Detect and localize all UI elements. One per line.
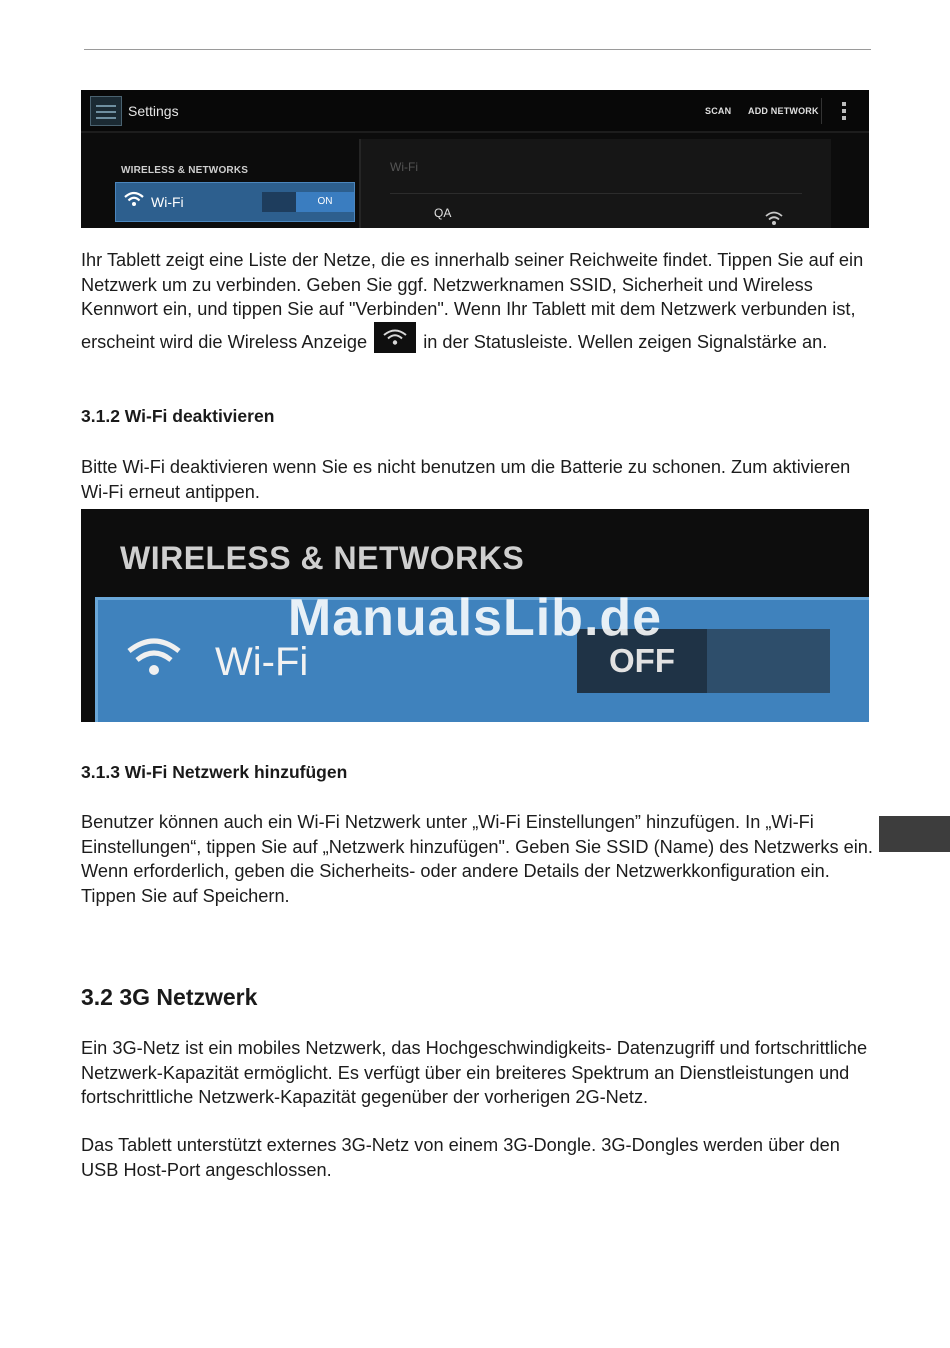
header-rule [84,49,871,50]
chapter-tab [879,816,950,852]
heading-wifi-add: 3.1.3 Wi-Fi Netzwerk hinzufügen [81,762,348,782]
section-header: WIRELESS & NETWORKS [121,165,249,176]
action-bar [81,90,869,133]
wifi-status-icon [374,322,416,353]
paragraph-3g-intro: Ein 3G-Netz ist ein mobiles Netzwerk, das Hochgeschwindigkeits- Datenzugriff und fortschrittliche Netzwerk-Kapazität ermöglicht. Es verfügt über ein breiteres Spektrum an Dienstleistungen und fortschrittliche Netzwerk-Kapazität gegenüber der vorherigen 2G-Netz. [81,1038,868,1107]
pane-header: Wi-Fi [390,160,418,174]
overflow-menu-icon[interactable] [842,102,846,123]
wifi-setting-row[interactable] [115,182,355,222]
add-network-button[interactable]: ADD NETWORK [748,106,819,116]
toggle-off-label: OFF [577,629,707,693]
settings-icon [90,96,122,126]
heading-3g: 3.2 3G Netzwerk [81,984,258,1010]
paragraph-network-list: Ihr Tablett zeigt eine Liste der Netze, die es innerhalb seiner Reichweite findet. Tippen Sie auf ein Netzwerk um zu verbinden. Geben Sie ggf. Netzwerknamen SSID, Sicherheit und Wireless Kennwort ein, und tippen Sie auf "Verbinden". Wenn Ihr Tablett mit dem Netzwerk verbunden ist, erscheint wird die Wireless Anzeige in der Statusleiste. Wellen zeigen Signalstärke an. [81,250,864,352]
paragraph-wifi-add: Benutzer können auch ein Wi-Fi Netzwerk unter „Wi-Fi Einstellungen” hinzufügen. In „Wi-Fi Einstellungen“, tippen Sie auf „Netzwerk hinzufügen". Geben Sie SSID (Name) des Netzwerks ein. Wenn erforderlich, geben die Sicherheits- oder andere Details der Netzwerkkonfiguration ein. Tippen Sie auf Speichern. [81,812,873,906]
watermark: ManualsLib.de [287,589,663,647]
scan-button[interactable]: SCAN [705,106,732,116]
paragraph-wifi-deactivate: Bitte Wi-Fi deaktivieren wenn Sie es nicht benutzen um die Batterie zu schonen. Zum aktivieren Wi-Fi erneut antippen. [81,457,851,502]
paragraph-3g-dongle: Das Tablett unterstützt externes 3G-Netz von einem 3G-Dongle. 3G-Dongles werden über den USB Host-Port angeschlossen. [81,1135,840,1180]
section-header-large: WIRELESS & NETWORKS [120,540,525,576]
toggle-on-label: ON [296,192,354,212]
network-item[interactable]: QA [434,206,452,220]
wifi-icon [124,191,144,207]
network-list-pane [359,139,831,228]
heading-wifi-deactivate: 3.1.2 Wi-Fi deaktivieren [81,406,275,426]
wifi-toggle[interactable] [262,192,354,212]
app-title: Settings [128,103,179,119]
action-divider [821,98,822,124]
settings-screenshot [81,90,869,228]
wifi-label-large: Wi-Fi [215,640,309,684]
wifi-signal-icon [765,210,783,226]
wifi-label: Wi-Fi [151,194,184,210]
pane-divider [390,193,802,194]
